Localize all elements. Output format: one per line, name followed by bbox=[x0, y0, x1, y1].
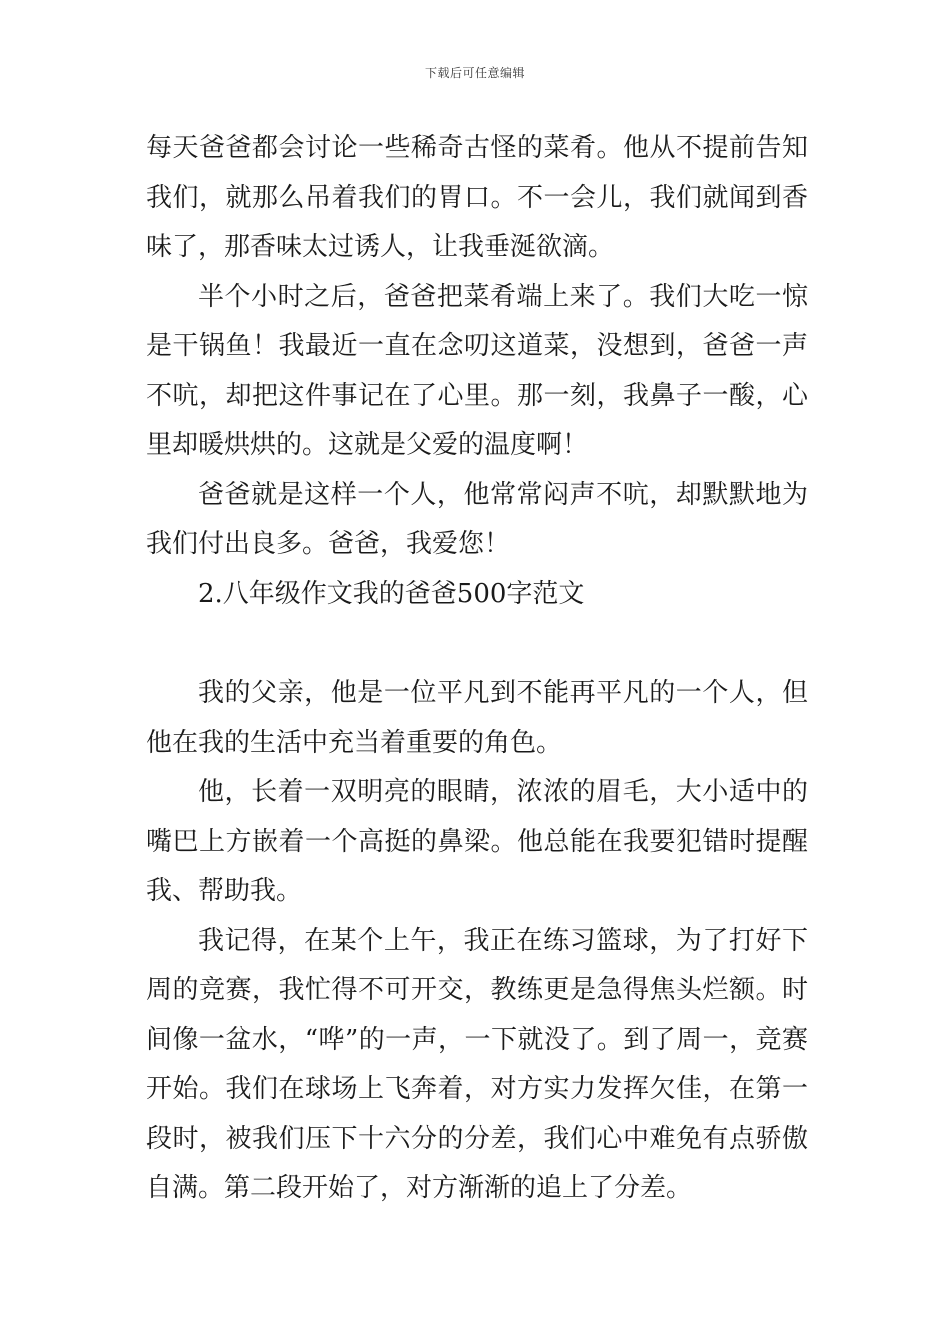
paragraph-continued: 每天爸爸都会讨论一些稀奇古怪的菜肴。他从不提前告知我们，就那么吊着我们的胃口。不一会儿，我们就闻到香味了，那香味太过诱人，让我垂涎欲滴。 bbox=[146, 133, 808, 262]
section-spacer bbox=[146, 619, 808, 669]
paragraph: 他，长着一双明亮的眼睛，浓浓的眉毛，大小适中的嘴巴上方嵌着一个高挺的鼻梁。他总能在我要犯错时提醒我、帮助我。 bbox=[146, 777, 808, 906]
document-body bbox=[146, 124, 808, 1214]
paragraph: 我的父亲，他是一位平凡到不能再平凡的一个人，但他在我的生活中充当着重要的角色。 bbox=[146, 678, 808, 758]
paragraph: 我记得，在某个上午，我正在练习篮球，为了打好下周的竞赛，我忙得不可开交，教练更是急得焦头烂额。时间像一盆水，“哗”的一声，一下就没了。到了周一，竞赛开始。我们在球场上飞奔着，对方实力发挥欠佳，在第一段时，被我们压下十六分的分差，我们心中难免有点骄傲自满。第二段开始了，对方渐渐的追上了分差。 bbox=[146, 925, 808, 1203]
section-title: 2.八年级作文我的爸爸500字范文 bbox=[198, 578, 585, 609]
paragraph: 半个小时之后，爸爸把菜肴端上来了。我们大吃一惊是干锅鱼！我最近一直在念叨这道菜，没想到，爸爸一声不吭，却把这件事记在了心里。那一刻，我鼻子一酸，心里却暖烘烘的。这就是父爱的温度啊！ bbox=[146, 281, 808, 460]
paragraph: 爸爸就是这样一个人，他常常闷声不吭，却默默地为我们付出良多。爸爸，我爱您！ bbox=[146, 479, 808, 559]
page-header: 下载后可任意编辑 bbox=[424, 66, 525, 80]
